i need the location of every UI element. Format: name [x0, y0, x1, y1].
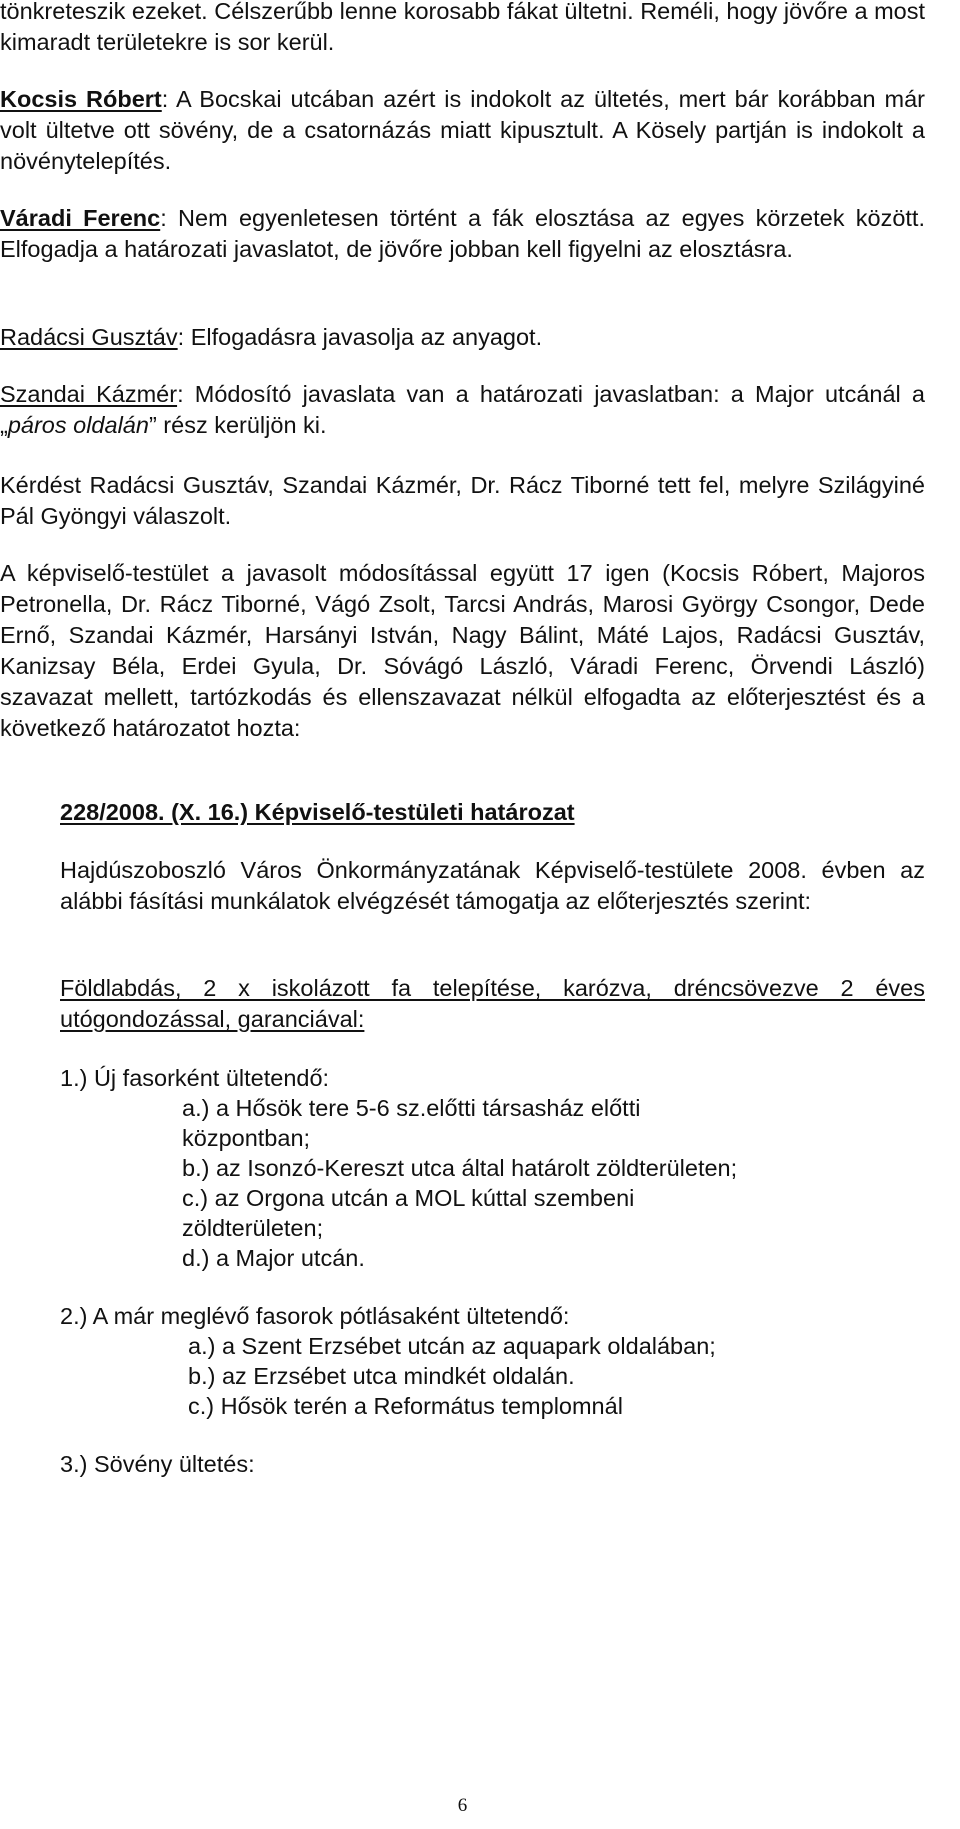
- statement-italic: páros oldalán: [7, 412, 149, 438]
- paragraph-szandai: [0, 379, 925, 441]
- list3-heading: 3.) Sövény ültetés:: [60, 1451, 255, 1477]
- list1-item-a-cont: központban;: [182, 1125, 311, 1151]
- page-number: 6: [457, 1795, 468, 1816]
- statement-text: : Módosító javaslata van a határozati javaslatban: a Major utcánál a „: [0, 381, 925, 438]
- speaker-name: Kocsis Róbert: [0, 86, 162, 112]
- paragraph-varadi: [0, 203, 925, 265]
- speaker-name: Szandai Kázmér: [0, 381, 178, 407]
- list2-item-b: b.) az Erzsébet utca mindkét oldalán.: [188, 1363, 575, 1389]
- resolution-title: 228/2008. (X. 16.) Képviselő-testületi határozat: [60, 799, 575, 825]
- resolution-body: Hajdúszoboszló Város Önkormányzatának Képviselő-testülete 2008. évben az alábbi fásítási munkálatok elvégzését támogatja az előterjesztés szerint:: [60, 857, 925, 914]
- paragraph-vote: A képviselő-testület a javasolt módosítással együtt 17 igen (Kocsis Róbert, Majoros Petronella, Dr. Rácz Tiborné, Vágó Zsolt, Tarcsi András, Marosi György Csongor, Dede Ernő, Szandai Kázmér, Harsányi István, Nagy Bálint, Máté Lajos, Radácsi Gusztáv, Kanizsay Béla, Erdei Gyula, Dr. Sóvágó László, Váradi Ferenc, Örvendi László) szavazat mellett, tartózkodás és ellenszavazat nélkül elfogadta az előterjesztést és a következő határozatot hozta:: [0, 560, 925, 741]
- paragraph-kocsis: [0, 84, 925, 177]
- list2-item-c: c.) Hősök terén a Református templomnál: [188, 1393, 623, 1419]
- statement-text: : Elfogadásra javasolja az anyagot.: [177, 324, 543, 350]
- list1-heading: 1.) Új fasorként ültetendő:: [60, 1065, 330, 1091]
- list2-heading: 2.) A már meglévő fasorok pótlásaként ültetendő:: [60, 1303, 570, 1329]
- statement-text: : Nem egyenletesen történt a fák elosztása az egyes körzetek között. Elfogadja a határozati javaslatot, de jövőre jobban kell figyelni az elosztásra.: [0, 205, 925, 262]
- speaker-name: Váradi Ferenc: [0, 205, 161, 231]
- list2-item-a: a.) a Szent Erzsébet utcán az aquapark oldalában;: [188, 1333, 716, 1359]
- list1-item-c-cont: zöldterületen;: [182, 1215, 324, 1241]
- paragraph-intro: tönkreteszik ezeket. Célszerűbb lenne korosabb fákat ültetni. Reméli, hogy jövőre a most kimaradt területekre is sor kerül.: [0, 0, 925, 55]
- paragraph-radacsi: [0, 322, 925, 353]
- list1-item-a: a.) a Hősök tere 5-6 sz.előtti társasház előtti: [182, 1095, 641, 1121]
- paragraph-questions: Kérdést Radácsi Gusztáv, Szandai Kázmér, Dr. Rácz Tiborné tett fel, melyre Szilágyiné Pál Gyöngyi válaszolt.: [0, 472, 925, 529]
- resolution-subheading: Földlabdás, 2 x iskolázott fa telepítése, karózva, dréncsövezve 2 éves utógondozással, garanciával:: [60, 975, 925, 1032]
- list1-item-d: d.) a Major utcán.: [182, 1245, 365, 1271]
- list1-item-c: c.) az Orgona utcán a MOL kúttal szembeni: [182, 1185, 635, 1211]
- speaker-name: Radácsi Gusztáv: [0, 324, 178, 350]
- list1-item-b: b.) az Isonzó-Kereszt utca által határolt zöldterületen;: [182, 1155, 738, 1181]
- statement-text: : A Bocskai utcában azért is indokolt az ültetés, mert bár korábban már volt ültetve ott sövény, de a csatornázás miatt kipusztult. A Kösely partján is indokolt a növénytelepítés.: [0, 86, 925, 174]
- statement-text: ” rész kerüljön ki.: [148, 412, 327, 438]
